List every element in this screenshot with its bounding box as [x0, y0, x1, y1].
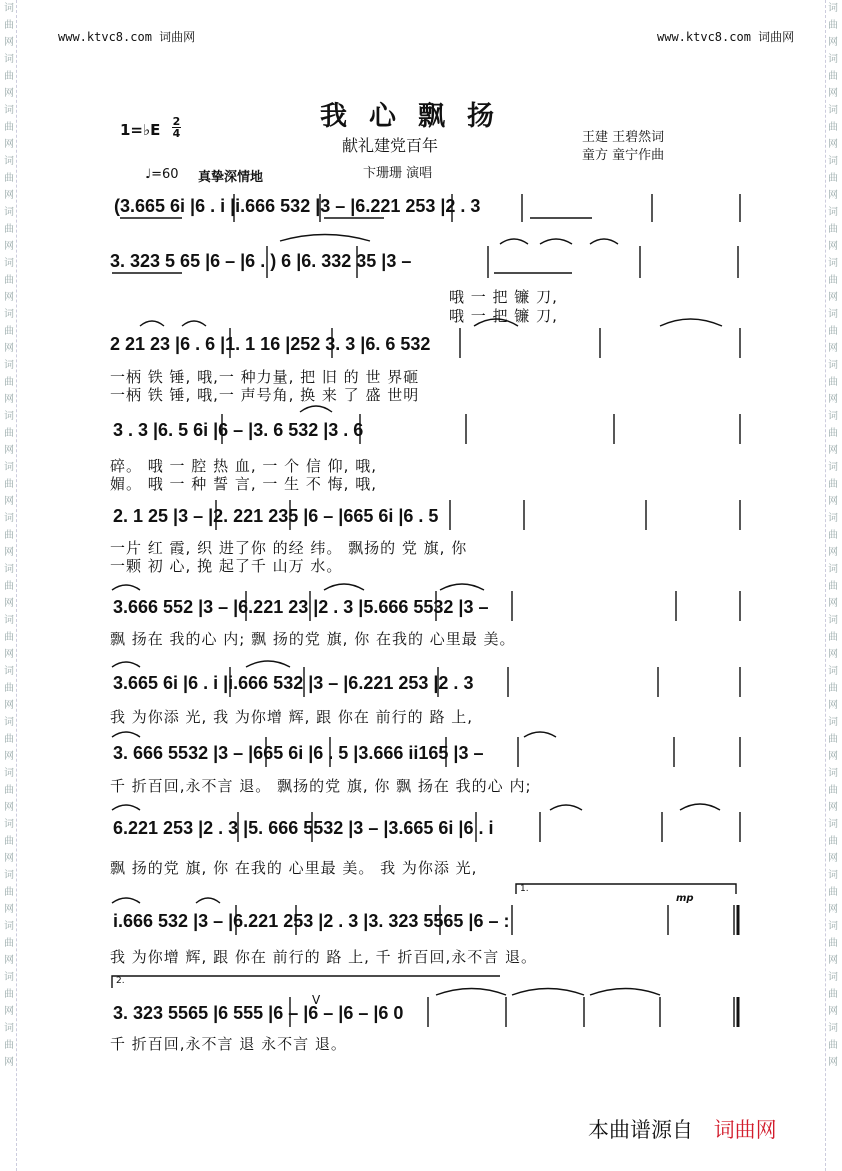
- tempo-mark: ♩=60: [145, 167, 179, 182]
- footer-prefix: 本曲谱源自: [588, 1118, 693, 1142]
- score-row-8-lyrics-1: 千 折百回,永不言 退。 飘扬的党 旗, 你 飘 扬在 我的心 内;: [110, 777, 532, 795]
- score-row-9-numbers: 6.221 253 |2 . 3 |5. 666 5532 |3 – |3.665 6i |6 . i: [113, 818, 494, 838]
- score-row-4-lyrics-1: 碎。 哦 一 腔 热 血, 一 个 信 仰, 哦,: [110, 457, 377, 475]
- song-title: 我心飘扬: [320, 101, 516, 132]
- score-row-9-lyrics-1: 飘 扬的党 旗, 你 在我的 心里最 美。 我 为你添 光,: [110, 859, 478, 877]
- score-row-3-numbers: 2 21 23 |6 . 6 |1. 1 16 |252 3. 3 |6. 6 532: [110, 334, 431, 354]
- score-row-7-numbers: 3.665 6i |6 . i |i.666 532 |3 – |6.221 253 |2 . 3: [113, 673, 474, 693]
- footer-brand-link[interactable]: 词曲网: [713, 1118, 777, 1142]
- score-row-10-lyrics-1: 我 为你增 辉, 跟 你在 前行的 路 上, 千 折百回,永不言 退。: [110, 948, 537, 966]
- score-row-4-numbers: 3 . 3 |6. 5 6i |6 – |3. 6 532 |3 . 6: [113, 420, 364, 440]
- score-row-3-lyrics-1: 一柄 铁 锤, 哦,一 种力量, 把 旧 的 世 界砸: [110, 368, 420, 386]
- score-row-4-lyrics-2: 媚。 哦 一 种 誓 言, 一 生 不 悔, 哦,: [110, 475, 377, 493]
- breath-mark: V: [312, 993, 321, 1007]
- site-url-left[interactable]: www.ktvc8.com 词曲网: [58, 30, 196, 44]
- left-watermark-column: 词曲网词曲网词曲网词曲网词曲网词曲网词曲网词曲网词曲网词曲网词曲网词曲网词曲网词曲网词曲网词曲网词曲网词曲网词曲网词曲网词曲网: [2, 0, 17, 1171]
- score-row-1-numbers: (3.665 6i |6 . i |i.666 532 |3 – |6.221 253 |2 . 3: [114, 196, 481, 216]
- composer-credit: 童方 童宁作曲: [582, 148, 665, 163]
- score-row-2-lyrics-2: 哦 一 把 镰 刀,: [449, 307, 558, 325]
- right-watermark-column: 词曲网词曲网词曲网词曲网词曲网词曲网词曲网词曲网词曲网词曲网词曲网词曲网词曲网词曲网词曲网词曲网词曲网词曲网词曲网词曲网词曲网: [825, 0, 840, 1171]
- time-signature-denominator: 4: [172, 127, 181, 140]
- site-url-right[interactable]: www.ktvc8.com 词曲网: [657, 30, 795, 44]
- key-signature: 1=♭E: [120, 121, 161, 139]
- score-row-3-lyrics-2: 一柄 铁 锤, 哦,一 声号角, 换 来 了 盛 世明: [110, 386, 420, 404]
- score-row-6-numbers: 3.666 552 |3 – |6.221 23 |2 . 3 |5.666 5532 |3 –: [113, 597, 489, 617]
- score-row-2-numbers: 3. 323 5 65 |6 – |6 . ) 6 |6. 332 35 |3 –: [110, 251, 412, 271]
- volta-first-label: 1.: [520, 884, 529, 894]
- score-row-6-lyrics-1: 飘 扬在 我的心 内; 飘 扬的党 旗, 你 在我的 心里最 美。: [110, 630, 516, 648]
- volta-second-label: 2.: [116, 976, 125, 986]
- score-row-8-numbers: 3. 666 5532 |3 – |665 6i |6 . 5 |3.666 ii165 |3 –: [113, 743, 484, 763]
- dynamic-mark: mp: [676, 893, 694, 904]
- song-subtitle: 献礼建党百年: [342, 136, 439, 155]
- score-row-5-numbers: 2. 1 25 |3 – |2. 221 235 |6 – |665 6i |6 . 5: [113, 506, 439, 526]
- singer-credit: 卞珊珊 演唱: [363, 166, 433, 181]
- score-row-7-lyrics-1: 我 为你添 光, 我 为你增 辉, 跟 你在 前行的 路 上,: [110, 708, 473, 726]
- lyricist-credit: 王建 王碧然词: [582, 130, 665, 145]
- score-row-5-lyrics-1: 一片 红 霞, 织 进了你 的经 纬。 飘扬的 党 旗, 你: [110, 539, 468, 557]
- score-row-2-lyrics-1: 哦 一 把 镰 刀,: [449, 288, 558, 306]
- expression-mark: 真挚深情地: [198, 170, 264, 185]
- footer-source: [588, 1114, 777, 1144]
- score-row-5-lyrics-2: 一颗 初 心, 挽 起了千 山万 水。: [110, 557, 343, 575]
- score-row-11-numbers: 3. 323 5565 |6 555 |6 – |6 – |6 – |6 0: [113, 1003, 404, 1023]
- score-row-11-lyrics-1: 千 折百回,永不言 退 永不言 退。: [110, 1035, 347, 1053]
- time-signature-numerator: 2: [172, 115, 181, 128]
- score-row-10-numbers: i.666 532 |3 – |6.221 253 |2 . 3 |3. 323 5565 |6 – :: [113, 911, 510, 931]
